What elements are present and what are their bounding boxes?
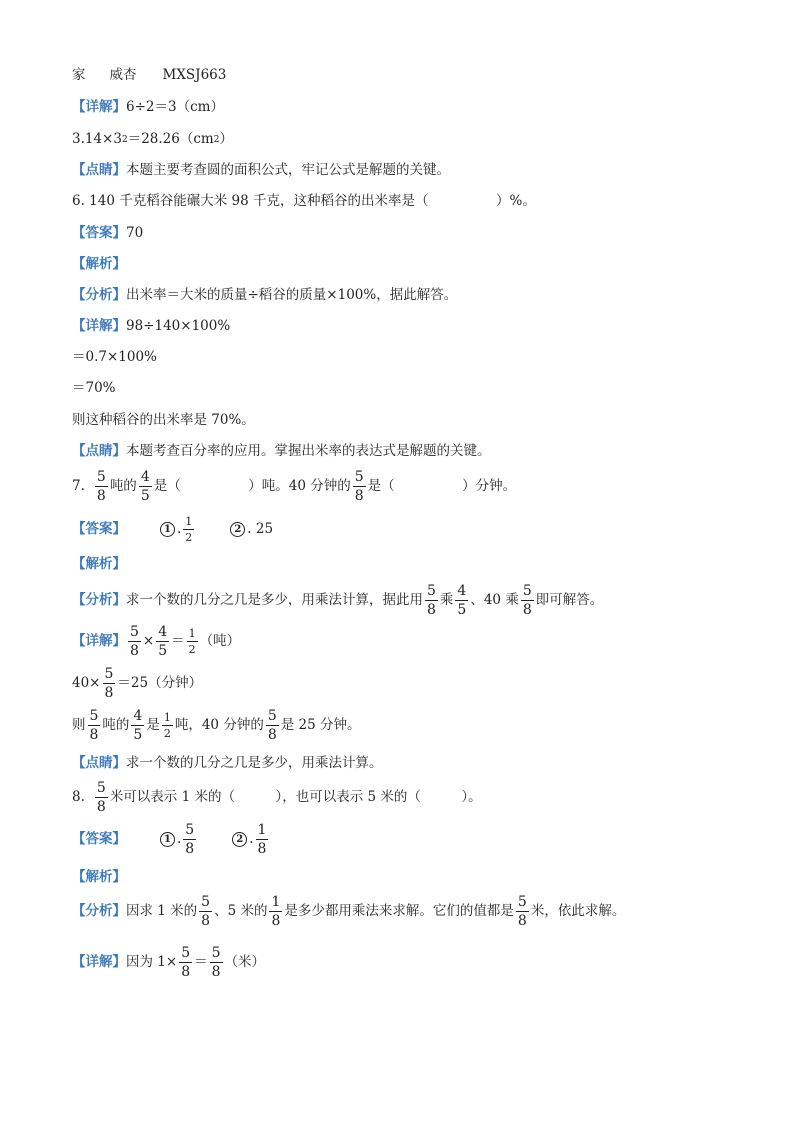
analysis-label: 【解析】 bbox=[72, 869, 126, 885]
fraction-5-8: $\frac{5}{8}$ bbox=[267, 708, 277, 743]
fraction-1-8: $\frac{1}{8}$ bbox=[271, 894, 281, 929]
fraction-5-8: $\frac{5}{8}$ bbox=[104, 666, 114, 701]
detail-label: 【详解】 bbox=[72, 953, 126, 970]
fraction-1-2: $\frac{1}{2}$ bbox=[188, 627, 196, 656]
fraction-5-8: $\frac{5}{8}$ bbox=[517, 894, 527, 929]
q6-conclusion-text: 则这种稻谷的出米率是 70%。 bbox=[72, 412, 255, 428]
fraction-5-8: $\frac{5}{8}$ bbox=[201, 894, 211, 929]
q7-question: 7. $\frac{5}{8}$ 吨的 $\frac{4}{5}$ 是（ ）吨。40 分钟的 $\frac{5}{8}$ 是（ ）分钟。 bbox=[72, 469, 517, 504]
fraction-5-8: $\frac{5}{8}$ bbox=[130, 624, 139, 659]
circled-number-2: 2 bbox=[230, 522, 245, 537]
q6-point-line bbox=[72, 445, 754, 459]
q7-number: 7. bbox=[72, 477, 85, 494]
prev-point-line bbox=[72, 164, 754, 178]
q8-analysis-label bbox=[72, 871, 754, 885]
q6-answer: 70 bbox=[126, 225, 144, 241]
header-word-1: 家 bbox=[72, 67, 86, 83]
q7-answer-line: 【答案】 1 . $\frac{1}{2}$ 2 . 25 bbox=[72, 515, 274, 544]
q7-detail-line: 【详解】 $\frac{5}{8}$ × $\frac{4}{5}$ ＝ $\frac{1}{2}$ （吨） bbox=[72, 624, 241, 659]
q6-analysis-label bbox=[72, 258, 754, 272]
header-word-2: 威杏 bbox=[109, 67, 137, 83]
fraction-4-5: $\frac{4}{5}$ bbox=[133, 708, 143, 743]
q8-fenxi-line: 【分析】 因求 1 米的 $\frac{5}{8}$ 、5 米的 $\frac{1}{8}$ 是多少都用乘法来求解。它们的值都是 $\frac{5}{8}$ 米，依此求解。 bbox=[72, 894, 626, 929]
fenxi-label: 【分析】 bbox=[72, 902, 126, 919]
fraction-4-5: $\frac{4}{5}$ bbox=[457, 583, 467, 618]
q6-point-text: 本题考查百分率的应用。掌握出米率的表达式是解题的关键。 bbox=[126, 443, 491, 459]
fraction-4-5: $\frac{4}{5}$ bbox=[140, 469, 150, 504]
q7-analysis-label bbox=[72, 558, 754, 572]
q6-question-text: 6. 140 千克稻谷能碾大米 98 千克，这种稻谷的出米率是（ ）%。 bbox=[72, 193, 536, 209]
q6-detail-step-1: 98÷140×100% bbox=[126, 318, 231, 334]
answer-label: 【答案】 bbox=[72, 830, 126, 847]
q6-detail-step-3: ＝70% bbox=[72, 380, 116, 396]
circled-number-2: 2 bbox=[232, 832, 247, 847]
q6-question bbox=[72, 195, 754, 209]
q6-detail-line bbox=[72, 320, 754, 334]
circled-number-1: 1 bbox=[160, 522, 175, 537]
point-label: 【点睛】 bbox=[72, 443, 126, 459]
prev-detail-line bbox=[72, 101, 754, 115]
answer-label: 【答案】 bbox=[72, 520, 126, 537]
fenxi-label: 【分析】 bbox=[72, 287, 126, 303]
prev-detail-text-b: ＝28.26（cm bbox=[127, 131, 214, 147]
fraction-4-5: $\frac{4}{5}$ bbox=[158, 624, 168, 659]
prev-detail-text-c: ） bbox=[219, 131, 233, 147]
q6-answer-line bbox=[72, 227, 754, 241]
circled-number-1: 1 bbox=[160, 832, 175, 847]
q8-detail-line: 【详解】 因为 1× $\frac{5}{8}$ ＝ $\frac{5}{8}$ （米） bbox=[72, 945, 266, 980]
prev-point-text: 本题主要考查圆的面积公式，牢记公式是解题的关键。 bbox=[126, 162, 450, 178]
q7-detail-line-2: 40× $\frac{5}{8}$ ＝25（分钟） bbox=[72, 666, 203, 701]
prev-detail-text-a: 3.14×3 bbox=[72, 131, 122, 147]
point-label: 【点睛】 bbox=[72, 755, 126, 771]
prev-detail-line-2: 3.14×3 2 ＝28.26（cm 2 ） bbox=[72, 131, 233, 147]
fraction-5-8: $\frac{5}{8}$ bbox=[211, 945, 221, 980]
answer-label: 【答案】 bbox=[72, 225, 126, 241]
q7-conclusion: 则 $\frac{5}{8}$ 吨的 $\frac{4}{5}$ 是 $\frac{1}{2}$ 吨，40 分钟的 $\frac{5}{8}$ 是 25 分钟。 bbox=[72, 708, 361, 743]
q6-detail-line-3 bbox=[72, 382, 754, 396]
q8-number: 8. bbox=[72, 788, 85, 805]
q6-fenxi-line bbox=[72, 289, 754, 303]
q7-fenxi-line: 【分析】 求一个数的几分之几是多少，用乘法计算，据此用 $\frac{5}{8}$ 乘 $\frac{4}{5}$ 、40 乘 $\frac{5}{8}$ 即可解答。 bbox=[72, 583, 604, 618]
q7-point-text: 求一个数的几分之几是多少，用乘法计算。 bbox=[126, 755, 383, 771]
q6-conclusion bbox=[72, 414, 754, 428]
detail-label: 【详解】 bbox=[72, 632, 126, 649]
analysis-label: 【解析】 bbox=[72, 256, 126, 272]
q6-fenxi-text: 出米率＝大米的质量÷稻谷的质量×100%，据此解答。 bbox=[126, 287, 458, 303]
fraction-5-8: $\frac{5}{8}$ bbox=[427, 583, 436, 618]
fraction-5-8: $\frac{5}{8}$ bbox=[96, 469, 106, 504]
fraction-1-2: $\frac{1}{2}$ bbox=[185, 515, 193, 544]
detail-label: 【详解】 bbox=[72, 318, 126, 334]
prev-detail-text: 6÷2＝3（cm） bbox=[126, 99, 224, 115]
detail-label: 【详解】 bbox=[72, 99, 126, 115]
analysis-label: 【解析】 bbox=[72, 556, 126, 572]
fraction-5-8: $\frac{5}{8}$ bbox=[89, 708, 99, 743]
q6-detail-step-2: ＝0.7×100% bbox=[72, 349, 157, 365]
fraction-1-2: $\frac{1}{2}$ bbox=[163, 711, 171, 740]
point-label: 【点睛】 bbox=[72, 162, 126, 178]
q7-point-line bbox=[72, 757, 754, 771]
fenxi-label: 【分析】 bbox=[72, 591, 126, 608]
fraction-5-8: $\frac{5}{8}$ bbox=[185, 822, 195, 857]
header-line bbox=[72, 69, 754, 83]
header-code: MXSJ663 bbox=[162, 67, 227, 83]
q8-question: 8. $\frac{5}{8}$ 米可以表示 1 米的（ ），也可以表示 5 米的（ ）。 bbox=[72, 780, 482, 815]
q8-answer-line: 【答案】 1 . $\frac{5}{8}$ 2 . $\frac{1}{8}$ bbox=[72, 822, 267, 857]
fraction-5-8: $\frac{5}{8}$ bbox=[522, 583, 532, 618]
fraction-1-8: $\frac{1}{8}$ bbox=[257, 822, 267, 857]
fraction-5-8: $\frac{5}{8}$ bbox=[354, 469, 364, 504]
q6-detail-line-2 bbox=[72, 351, 754, 365]
fraction-5-8: $\frac{5}{8}$ bbox=[96, 780, 106, 815]
q7-answer-2: . 25 bbox=[247, 520, 274, 537]
fraction-5-8: $\frac{5}{8}$ bbox=[181, 945, 191, 980]
